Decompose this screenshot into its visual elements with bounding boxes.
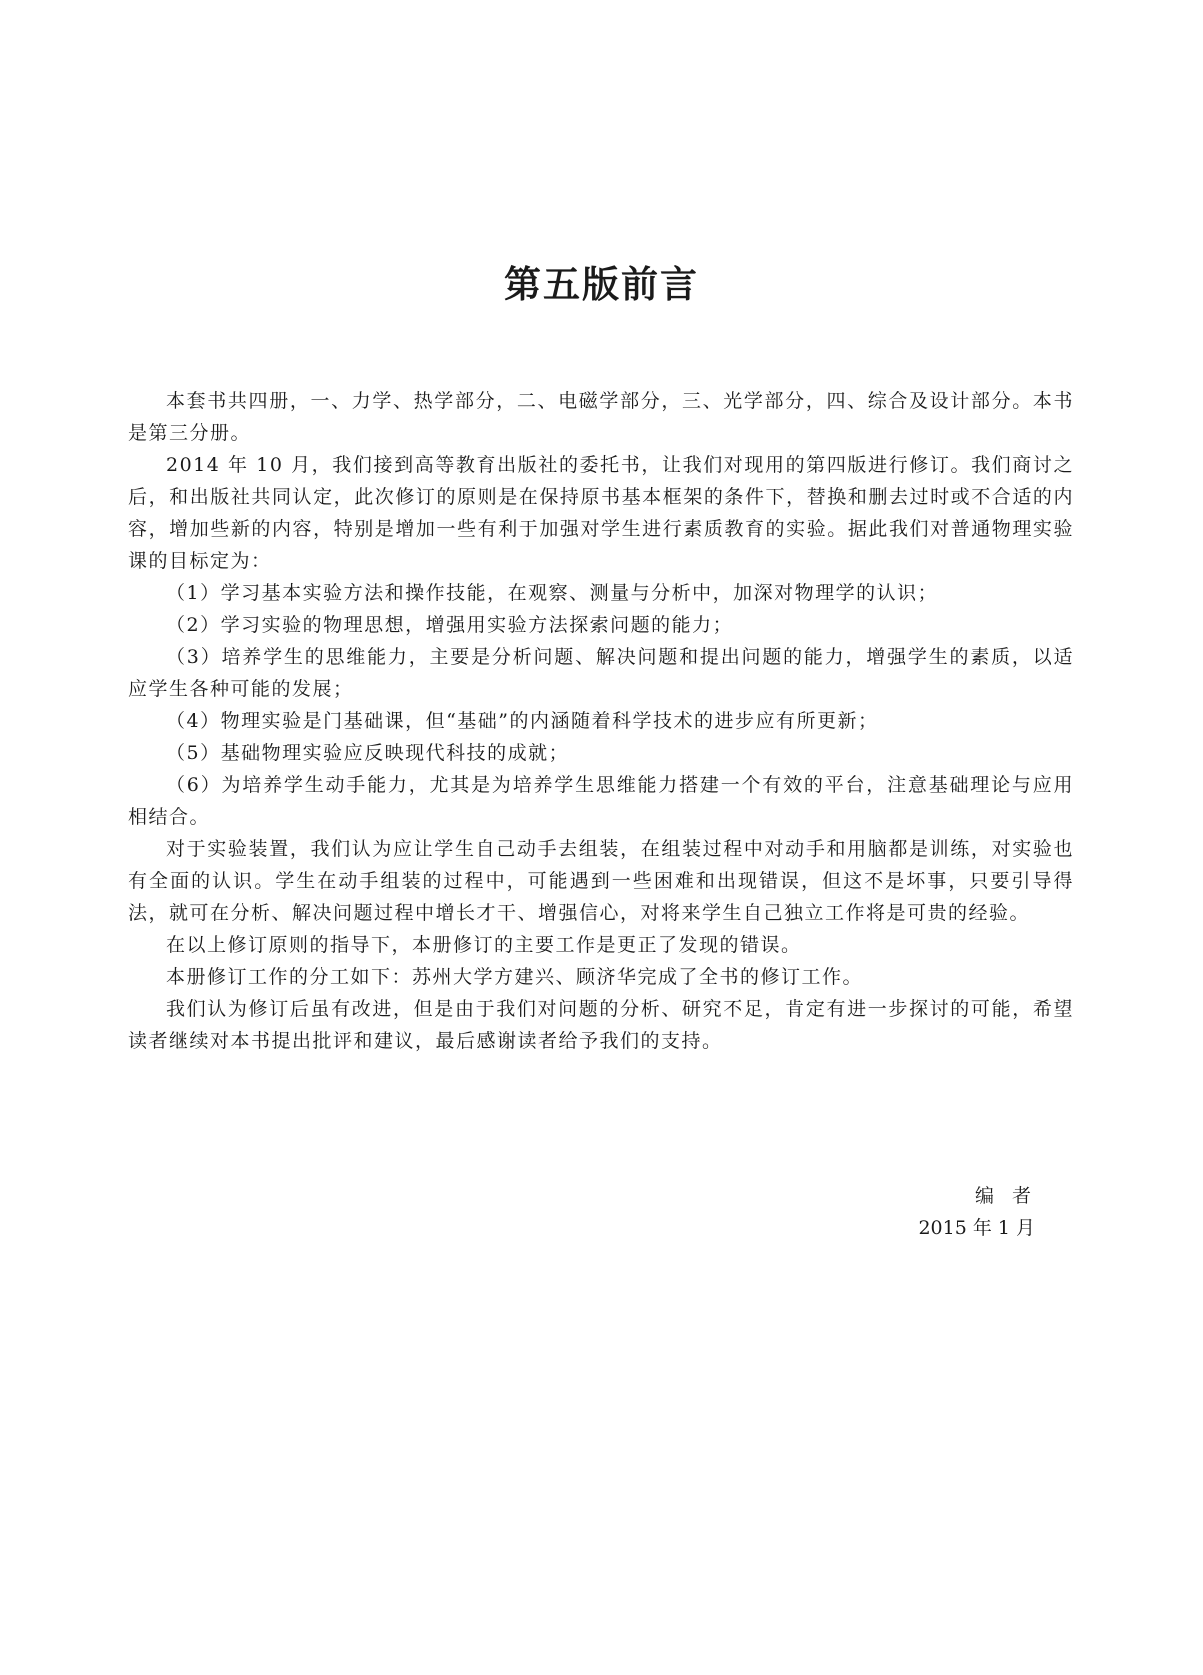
- list-item: （3）培养学生的思维能力，主要是分析问题、解决问题和提出问题的能力，增强学生的素质，以适应学生各种可能的发展；: [128, 646, 1074, 700]
- signature-date: 2015 年 1 月: [918, 1217, 1035, 1239]
- paragraph: 我们认为修订后虽有改进，但是由于我们对问题的分析、研究不足，肯定有进一步探讨的可能，希望读者继续对本书提出批评和建议，最后感谢读者给予我们的支持。: [128, 998, 1074, 1052]
- paragraph: 对于实验装置，我们认为应让学生自己动手去组装，在组装过程中对动手和用脑都是训练，对实验也有全面的认识。学生在动手组装的过程中，可能遇到一些困难和出现错误，但这不是坏事，只要引导得法，就可在分析、解决问题过程中增长才干、增强信心，对将来学生自己独立工作将是可贵的经验。: [128, 838, 1074, 924]
- preface-body: [128, 385, 1074, 1057]
- list-item: （2）学习实验的物理思想，增强用实验方法探索问题的能力；: [166, 614, 734, 636]
- paragraph: 在以上修订原则的指导下，本册修订的主要工作是更正了发现的错误。: [166, 934, 802, 956]
- signature-block: [0, 1180, 1049, 1244]
- list-item: （4）物理实验是门基础课，但“基础”的内涵随着科学技术的进步应有所更新；: [166, 710, 879, 732]
- paragraph: 本册修订工作的分工如下：苏州大学方建兴、顾济华完成了全书的修订工作。: [166, 966, 864, 988]
- paragraph: 2014 年 10 月，我们接到高等教育出版社的委托书，让我们对现用的第四版进行修订。我们商讨之后，和出版社共同认定，此次修订的原则是在保持原书基本框架的条件下，替换和删去过时或不合适的内容，增加些新的内容，特别是增加一些有利于加强对学生进行素质教育的实验。据此我们对普通物理实验课的目标定为：: [128, 454, 1074, 572]
- paragraph: 本套书共四册，一、力学、热学部分，二、电磁学部分，三、光学部分，四、综合及设计部分。本书是第三分册。: [128, 390, 1074, 444]
- list-item: （1）学习基本实验方法和操作技能，在观察、测量与分析中，加深对物理学的认识；: [166, 582, 939, 604]
- page-title: 第五版前言: [504, 263, 699, 306]
- list-item: （5）基础物理实验应反映现代科技的成就；: [166, 742, 570, 764]
- author-signature: 编者: [974, 1185, 1049, 1207]
- list-item: （6）为培养学生动手能力，尤其是为培养学生思维能力搭建一个有效的平台，注意基础理论与应用相结合。: [128, 774, 1074, 828]
